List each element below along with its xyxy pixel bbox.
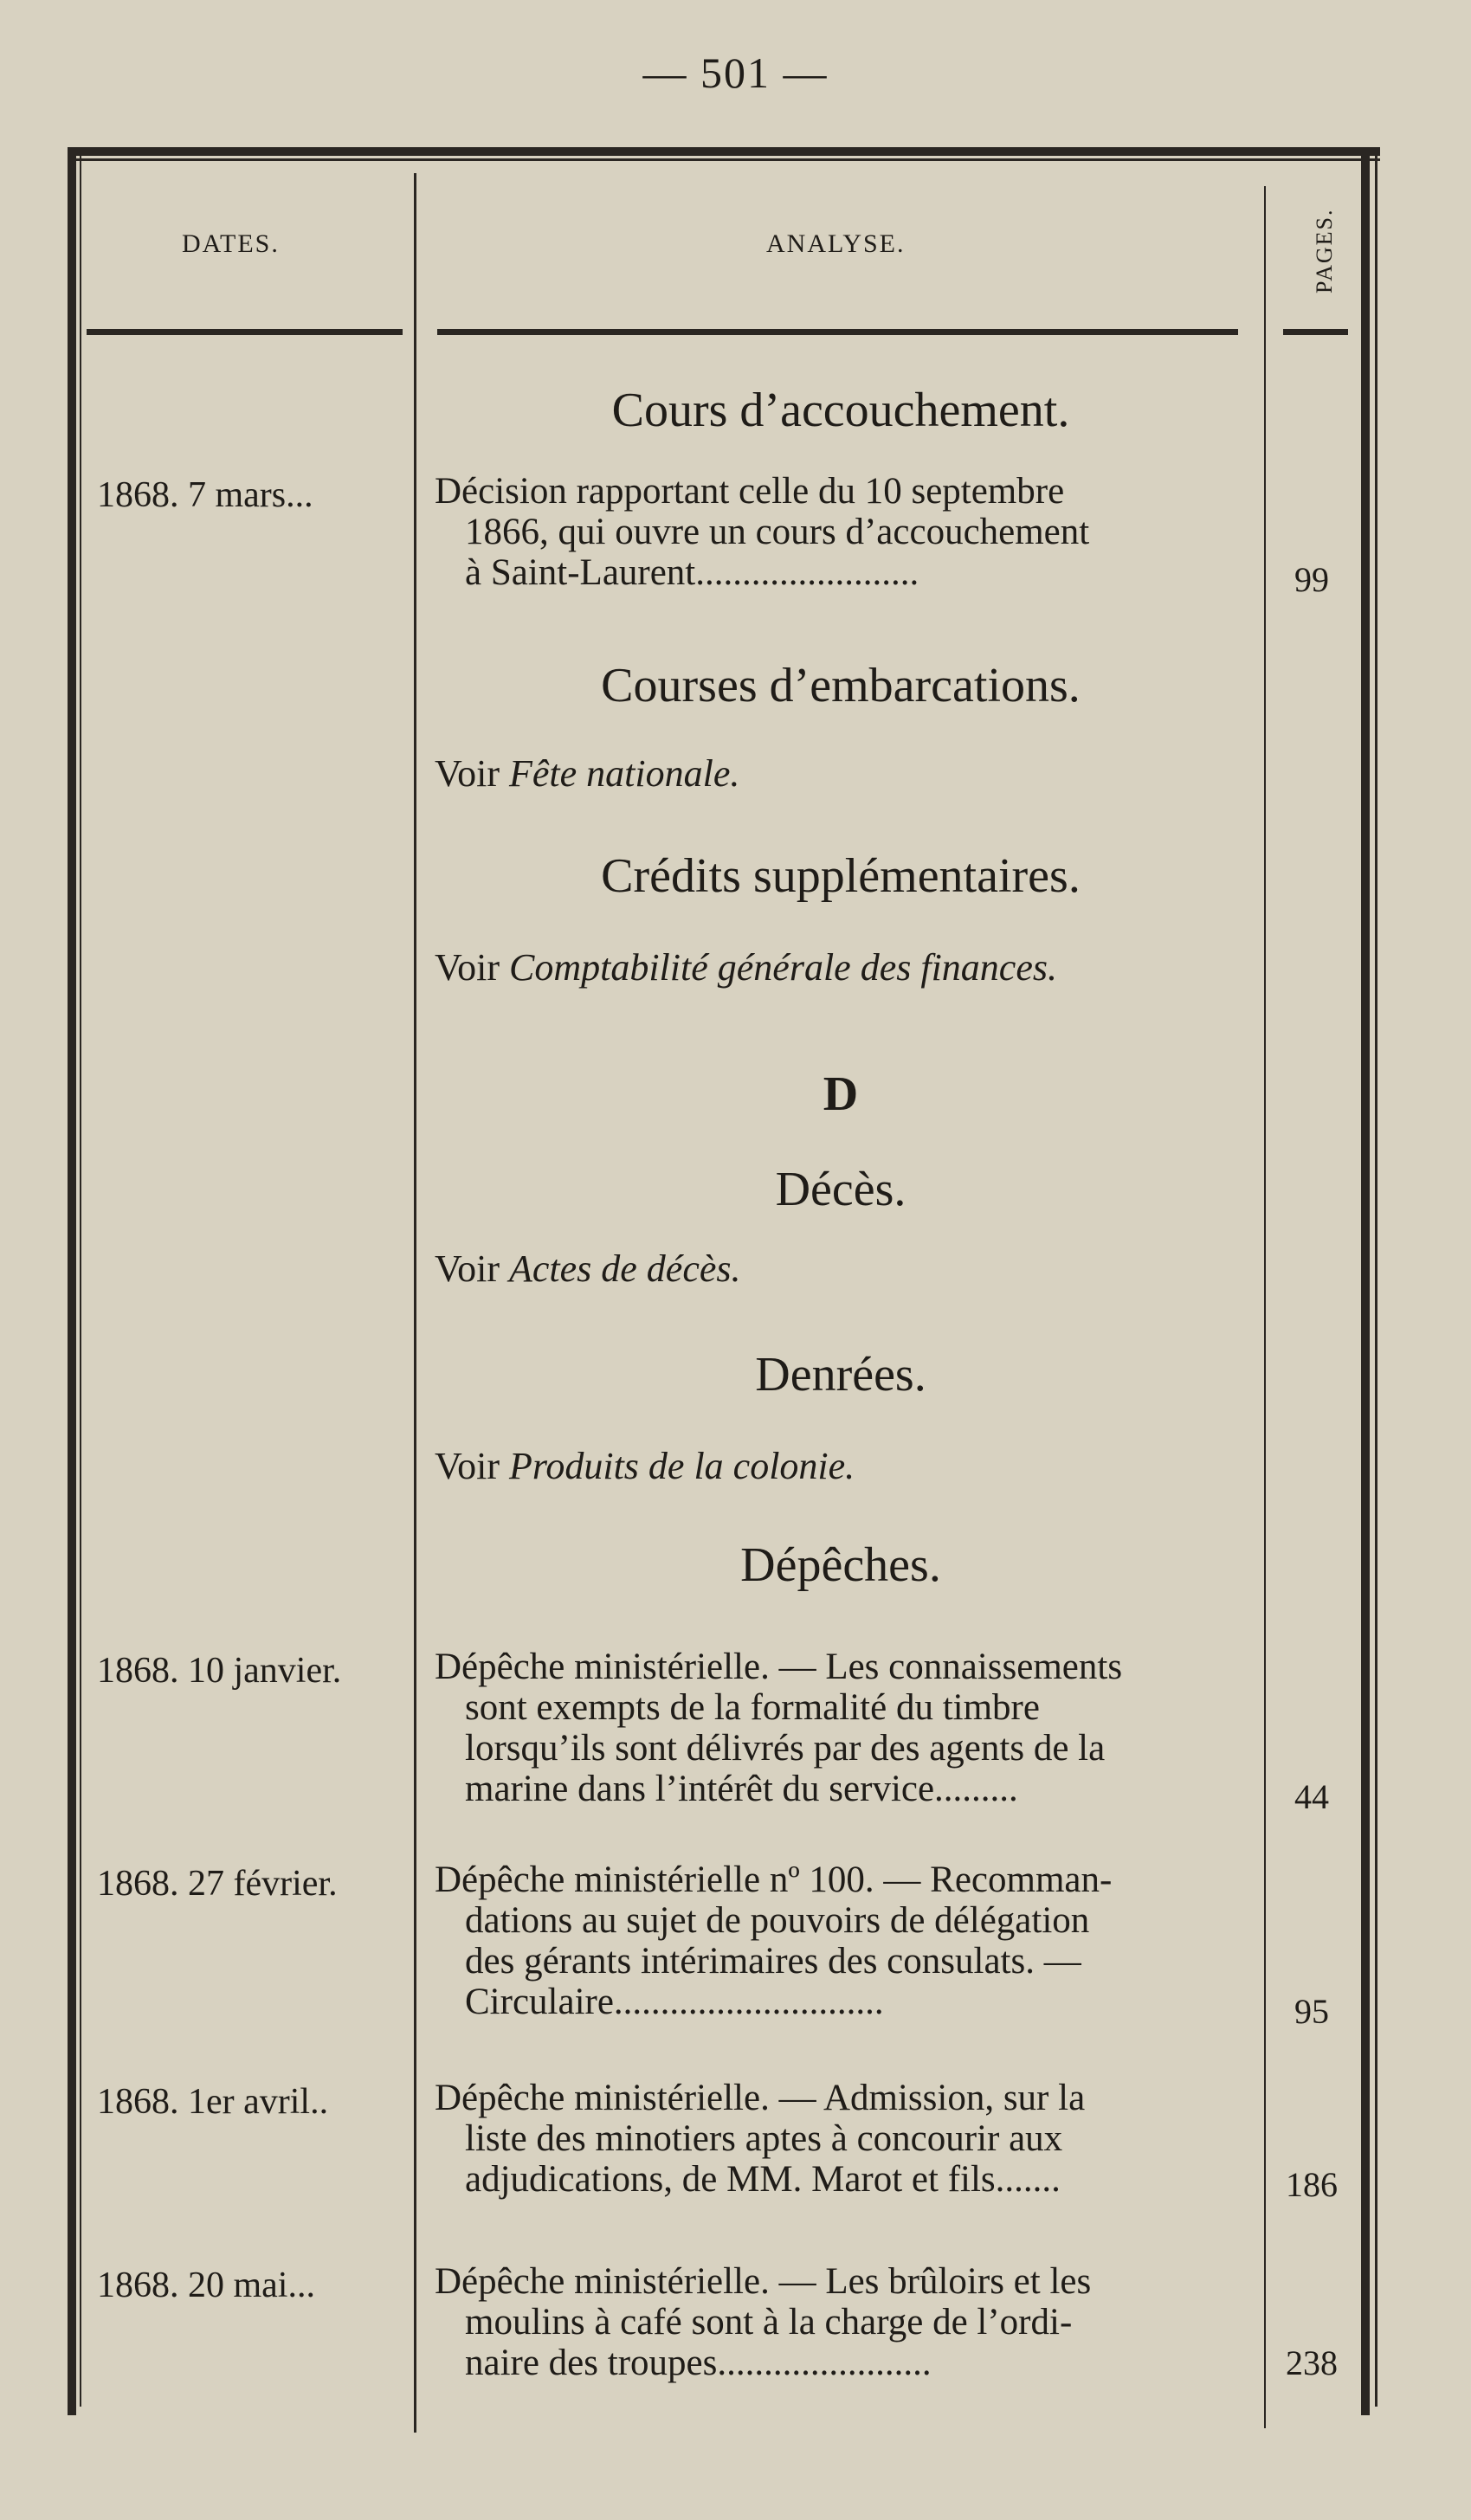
entry-line: naire des troupes....................... [465,2343,932,2383]
dates-column-divider [414,173,416,2433]
voir-label: Voir [435,752,500,795]
entry-line: adjudications, de MM. Marot et fils....... [465,2159,1061,2200]
entry-text [435,1647,1255,1809]
entry-line: Dépêche ministérielle. — Les brûloirs et les [435,2261,1092,2302]
cross-reference [435,945,1057,989]
entry-line: Circulaire............................. [465,1982,884,2022]
frame-left-rule [68,147,76,2415]
section-title-deces: Décès. [775,1163,906,1216]
frame-top-rule-thin [68,158,1380,161]
section-title-courses-embarcations: Courses d’embarcations. [601,659,1081,712]
cross-reference [435,1247,741,1291]
frame-top-rule [68,147,1380,156]
entry-line: lorsqu’ils sont délivrés par des agents de la [465,1728,1106,1769]
entry-line: Dépêche ministérielle. — Les connaissements [435,1647,1123,1687]
section-title-cours-accouchement: Cours d’accouchement. [611,383,1070,437]
voir-label: Voir [435,1247,500,1290]
entry-line: moulins à café sont à la charge de l’ordi- [465,2302,1073,2343]
entry-date: 1868. 27 février. [97,1864,338,1904]
header-rule-analyse [437,329,1238,335]
page-reference: 186 [1286,2165,1338,2204]
section-title-denrees: Denrées. [755,1348,926,1402]
cross-reference-target: Fête nationale. [508,752,740,795]
entry-line: à Saint-Laurent........................ [465,552,919,593]
entry-text [435,471,1255,593]
voir-label: Voir [435,1445,500,1487]
frame-left-rule-thin [80,156,81,2407]
voir-label: Voir [435,946,500,989]
header-rule-pages [1283,329,1348,335]
entry-line: Dépêche ministérielle nº 100. — Recomman- [435,1859,1113,1900]
page-reference: 238 [1286,2343,1338,2382]
section-title-depeches: Dépêches. [740,1538,941,1592]
cross-reference [435,751,739,796]
alphabet-letter-heading: D [823,1067,859,1121]
entry-line: marine dans l’intérêt du service......... [465,1769,1018,1809]
page-reference: 95 [1294,1992,1329,2031]
entry-date: 1868. 7 mars... [97,475,313,515]
entry-date: 1868. 20 mai... [97,2265,315,2305]
entry-line: liste des minotiers aptes à concourir aux [465,2118,1063,2159]
entry-line: des gérants intérimaires des consulats. — [465,1941,1081,1982]
cross-reference-target: Comptabilité générale des finances. [508,946,1057,989]
cross-reference-target: Produits de la colonie. [508,1445,855,1487]
entry-text [435,2261,1255,2383]
frame-right-rule-thin [1375,156,1377,2407]
cross-reference [435,1444,855,1488]
section-title-credits-supplementaires: Crédits supplémentaires. [601,849,1081,903]
frame-right-rule [1361,147,1370,2415]
header-rule-dates [87,329,403,335]
cross-reference-target: Actes de décès. [508,1247,741,1290]
page-reference: 99 [1294,560,1329,599]
entry-line: dations au sujet de pouvoirs de délégation [465,1900,1090,1941]
page-number: — 501 — [642,48,829,97]
entry-text [435,2078,1255,2200]
header-analyse: ANALYSE. [766,229,906,258]
pages-column-divider [1264,186,1266,2428]
header-pages: PAGES. [1312,208,1337,294]
entry-line: 1866, qui ouvre un cours d’accouchement [465,512,1090,552]
entry-date: 1868. 10 janvier. [97,1651,342,1691]
entry-date: 1868. 1er avril.. [97,2082,329,2122]
page-reference: 44 [1294,1777,1329,1816]
entry-line: Dépêche ministérielle. — Admission, sur la [435,2078,1086,2118]
entry-line: Décision rapportant celle du 10 septembre [435,471,1065,512]
entry-text [435,1859,1255,2022]
header-dates: DATES. [182,229,280,258]
entry-line: sont exempts de la formalité du timbre [465,1687,1040,1728]
